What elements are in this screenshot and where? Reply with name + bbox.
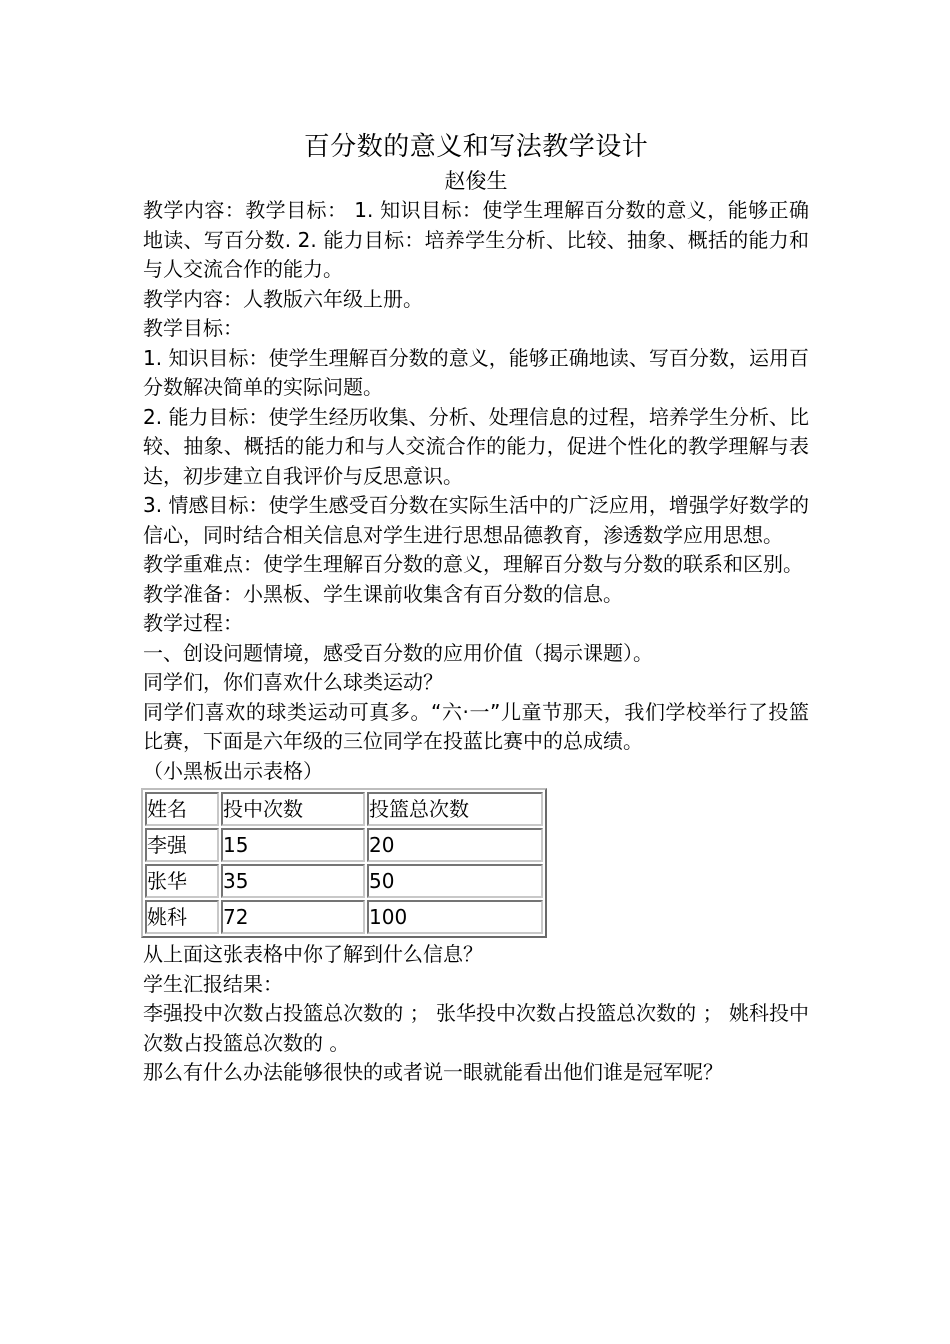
table-header-cell: 投中次数 xyxy=(221,792,365,826)
table-cell: 35 xyxy=(221,864,365,898)
paragraph: 一、创设问题情境，感受百分数的应用价值（揭示课题）。 xyxy=(143,640,653,665)
table-cell: 姚科 xyxy=(145,900,219,934)
paragraph: 教学准备：小黑板、学生课前收集含有百分数的信息。 xyxy=(143,581,623,606)
table-cell: 李强 xyxy=(145,828,219,862)
paragraph: 教学内容：教学目标： 1. 知识目标：使学生理解百分数的意义，能够正确地读、写百分数. 2. 能力目标：培养学生分析、比较、抽象、概括的能力和与人交流合作的能力。 xyxy=(143,198,809,281)
score-table xyxy=(141,788,547,938)
paragraph: 1. 知识目标：使学生理解百分数的意义，能够正确地读、写百分数，运用百分数解决简单的实际问题。 xyxy=(143,345,809,399)
table-row xyxy=(145,900,543,934)
paragraph: （小黑板出示表格） xyxy=(143,758,323,783)
paragraph: 教学内容：人教版六年级上册。 xyxy=(143,286,423,311)
document-title: 百分数的意义和写法教学设计 xyxy=(303,132,649,162)
document-author: 赵俊生 xyxy=(444,169,508,193)
table-cell: 15 xyxy=(221,828,365,862)
paragraph: 从上面这张表格中你了解到什么信息？ xyxy=(143,942,483,966)
paragraph: 2. 能力目标：使学生经历收集、分析、处理信息的过程，培养学生分析、比较、抽象、概括的能力和与人交流合作的能力，促进个性化的教学理解与表达，初步建立自我评价与反思意识。 xyxy=(143,404,809,488)
paragraph: 学生汇报结果： xyxy=(143,971,283,996)
paragraph: 那么有什么办法能够很快的或者说一眼就能看出他们谁是冠军呢？ xyxy=(143,1060,723,1084)
paragraph: 教学目标： xyxy=(143,316,243,340)
paragraph: 同学们，你们喜欢什么球类运动？ xyxy=(143,670,443,694)
table-cell: 张华 xyxy=(145,864,219,898)
table-header-cell: 姓名 xyxy=(145,792,219,826)
document-page xyxy=(143,128,809,1088)
table-cell: 20 xyxy=(367,828,543,862)
table-cell: 100 xyxy=(367,900,543,934)
paragraph: 教学过程： xyxy=(143,611,243,635)
table-cell: 72 xyxy=(221,900,365,934)
table-header-row xyxy=(145,792,543,826)
table-cell: 50 xyxy=(367,864,543,898)
paragraph: 3. 情感目标：使学生感受百分数在实际生活中的广泛应用，增强学好数学的信心，同时结合相关信息对学生进行思想品德教育，渗透数学应用思想。 xyxy=(143,493,809,547)
table-row xyxy=(145,828,543,862)
table-row xyxy=(145,864,543,898)
paragraph: 李强投中次数占投篮总次数的 ； 张华投中次数占投篮总次数的 ； 姚科投中次数占投篮总次数的 。 xyxy=(143,1001,809,1055)
table-header-cell: 投篮总次数 xyxy=(367,792,543,826)
paragraph: 同学们喜欢的球类运动可真多。“六·一”儿童节那天，我们学校举行了投篮比赛，下面是六年级的三位同学在投蓝比赛中的总成绩。 xyxy=(143,699,809,753)
paragraph: 教学重难点：使学生理解百分数的意义，理解百分数与分数的联系和区别。 xyxy=(143,552,803,576)
